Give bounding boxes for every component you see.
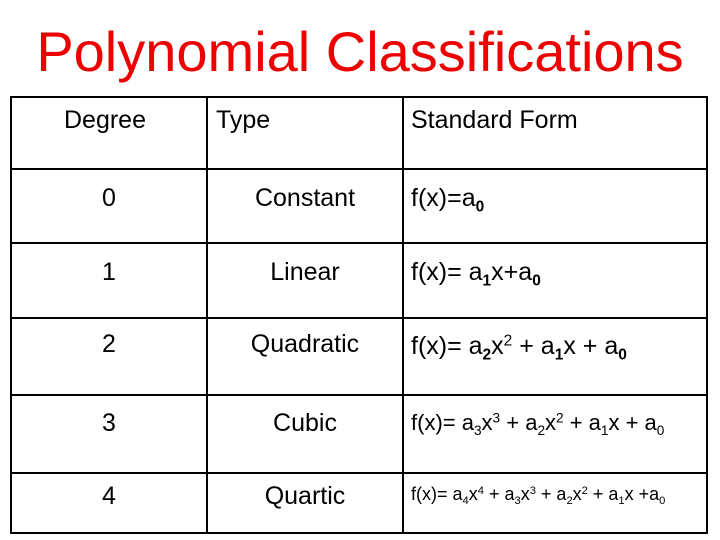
header-degree: Degree <box>64 105 146 134</box>
type-cell: Quadratic <box>250 329 360 358</box>
standard-form-cell <box>411 319 627 373</box>
formula: $f(x)=a_0$ <box>411 183 485 215</box>
degree-cell: 1 <box>102 257 116 286</box>
page-title: Polynomial Classifications <box>36 20 684 83</box>
degree-cell: 2 <box>102 329 116 358</box>
formula: $f(x)= a_3x^3 + a_2x^2 + a_1x + a_0$ <box>411 410 665 438</box>
type-cell: Quartic <box>264 481 346 510</box>
degree-cell: 4 <box>102 481 116 510</box>
type-cell: Linear <box>270 257 340 286</box>
classification-table <box>10 96 708 534</box>
degree-cell: 3 <box>102 408 116 437</box>
formula: $f(x)= a_2x^2 + a_1x + a_0$ <box>411 331 627 363</box>
column-divider <box>206 98 208 532</box>
column-divider <box>402 98 404 532</box>
formula: $f(x)= a_4x^4 + a_3x^3 + a_2x^2 + a_1x +a_0$ <box>411 483 666 507</box>
degree-cell: 0 <box>102 183 116 212</box>
standard-form-cell <box>411 474 665 514</box>
header-standard-form: Standard Form <box>411 105 578 134</box>
standard-form-cell <box>411 396 664 450</box>
type-cell: Constant <box>254 183 356 212</box>
standard-form-cell <box>411 244 541 300</box>
type-cell: Cubic <box>273 408 337 437</box>
formula: $f(x)= a_1x+a_0$ <box>411 257 541 289</box>
header-type: Type <box>216 105 271 134</box>
standard-form-cell <box>411 170 484 226</box>
